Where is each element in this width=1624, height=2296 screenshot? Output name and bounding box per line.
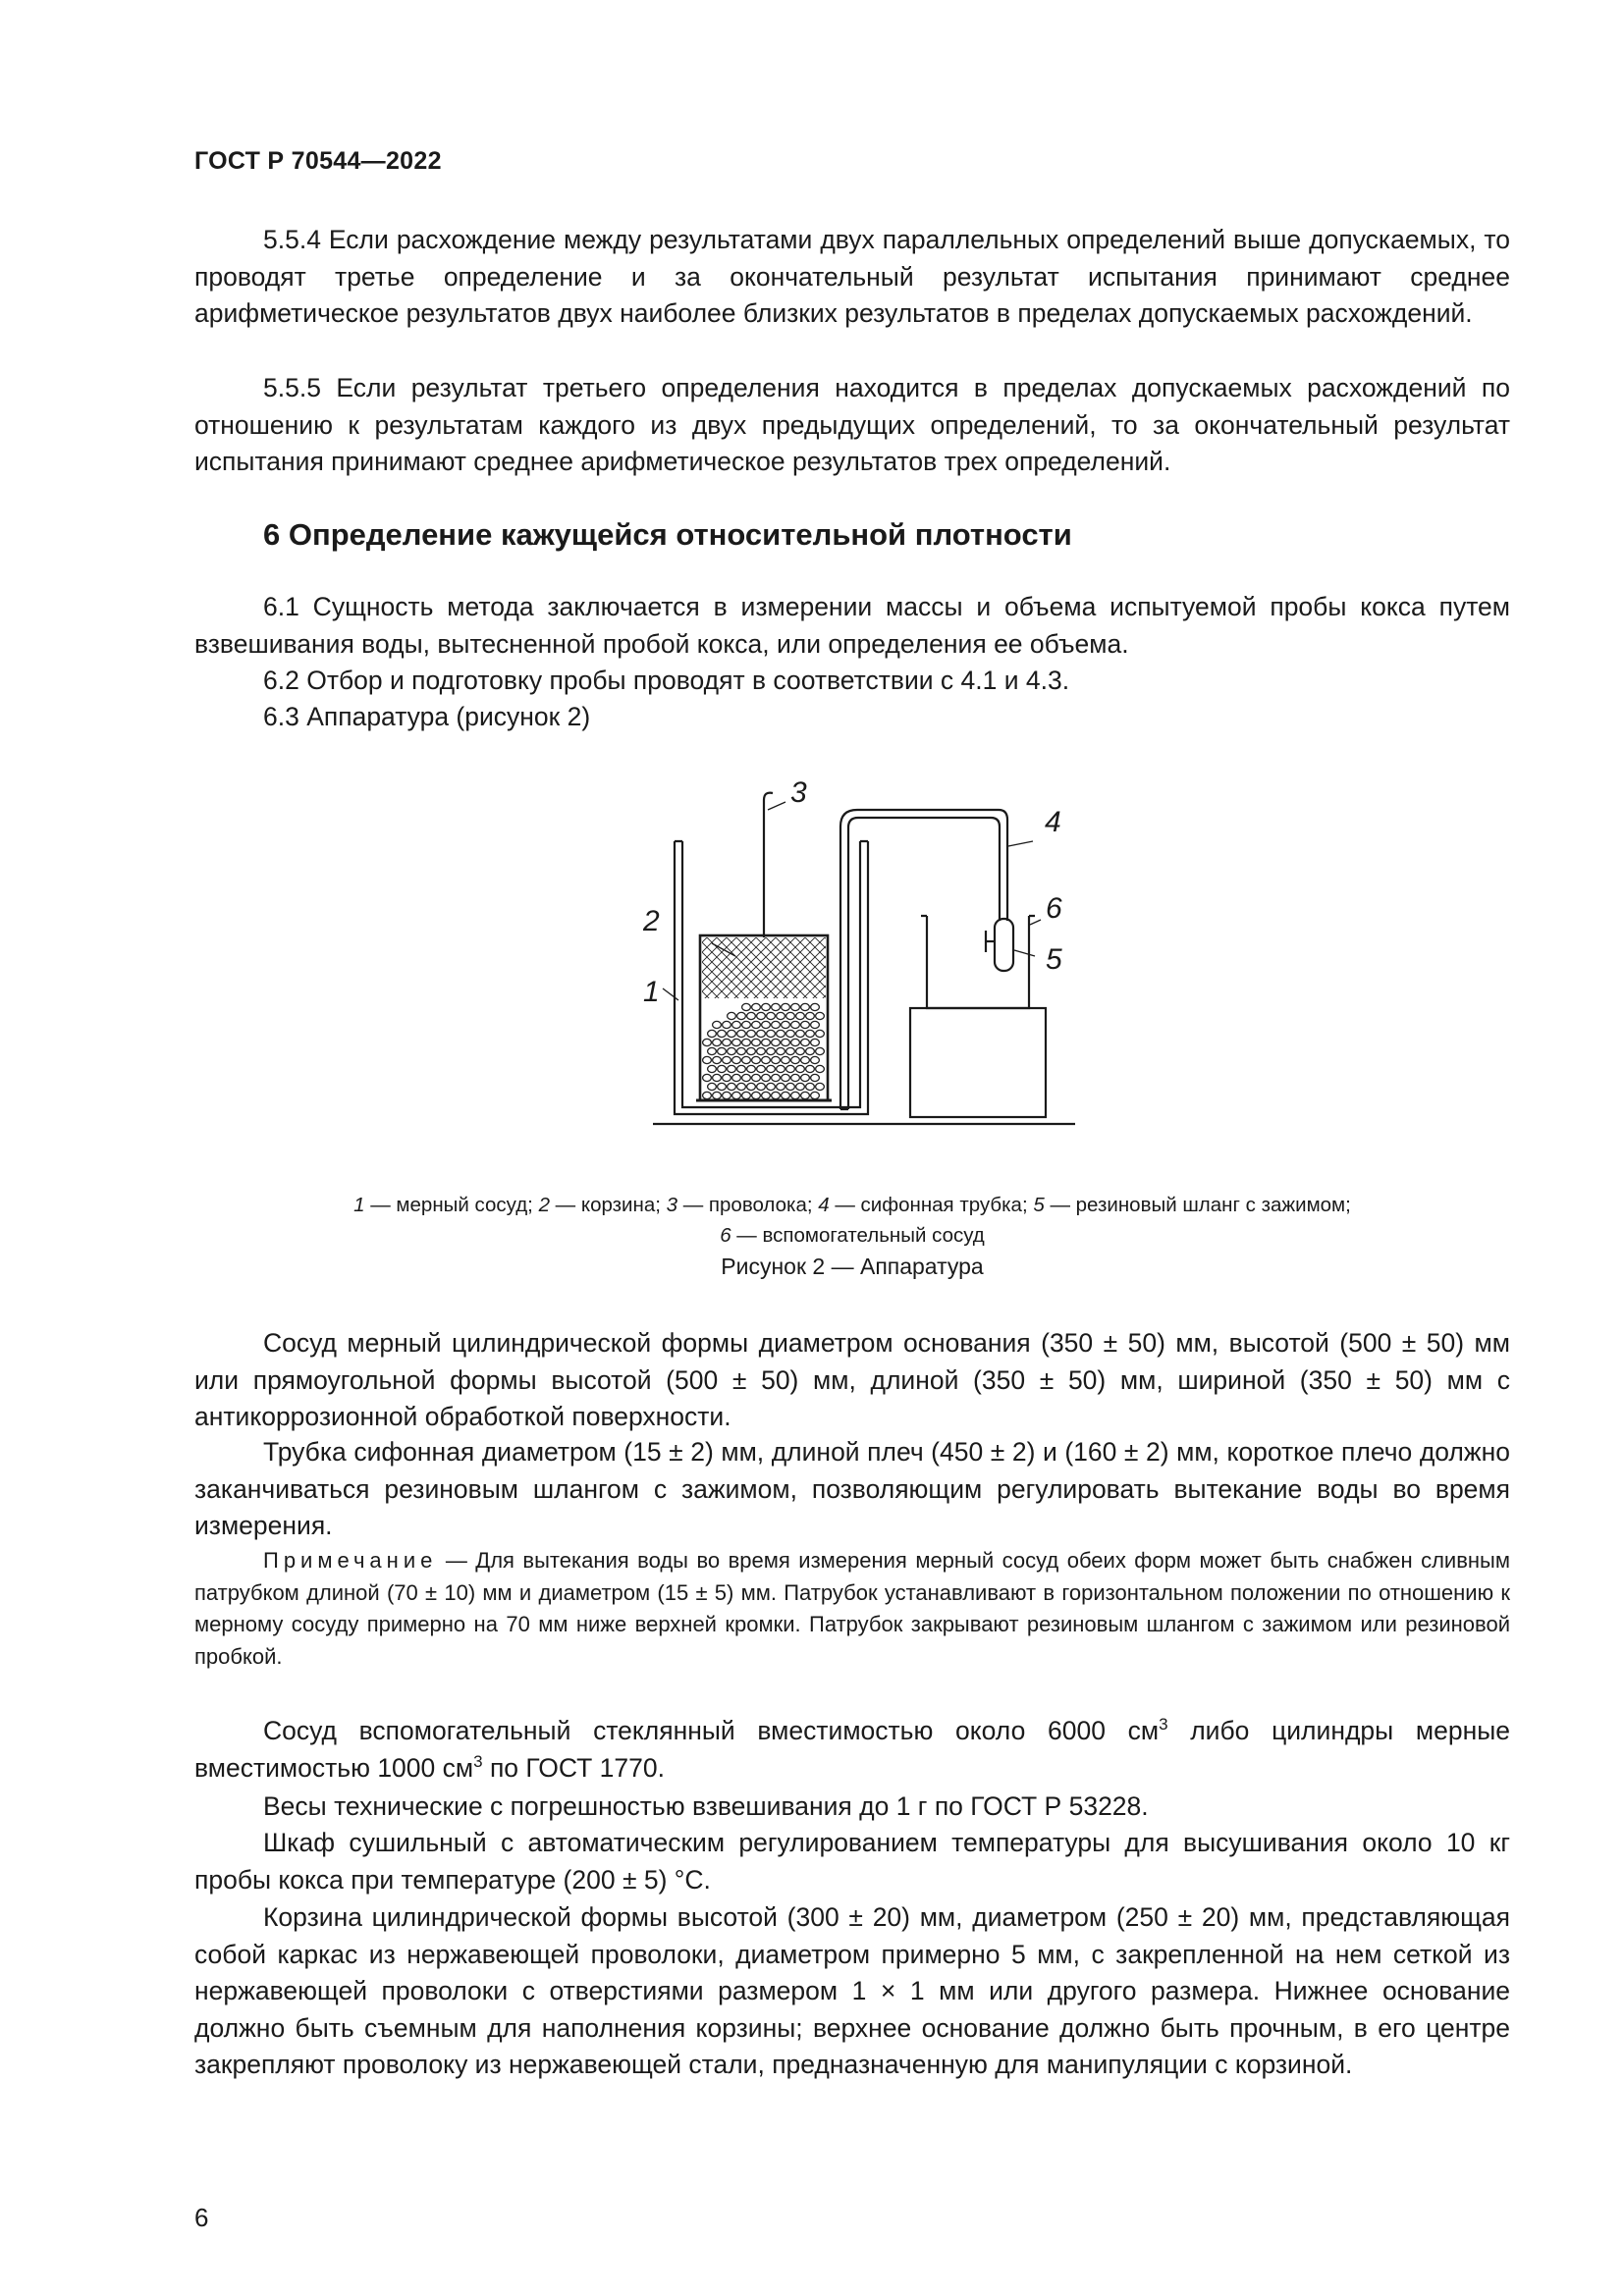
coke-pellet — [801, 1021, 810, 1028]
coke-pellet — [796, 1083, 805, 1090]
coke-pellet — [786, 1012, 795, 1019]
coke-pellet — [737, 1065, 746, 1072]
coke-pellet — [777, 1083, 785, 1090]
coke-pellet — [791, 1092, 800, 1098]
legend-num: 3 — [666, 1194, 678, 1216]
legend-num: 4 — [818, 1194, 830, 1216]
coke-pellet — [757, 1012, 766, 1019]
legend-num: 5 — [1033, 1194, 1045, 1216]
coke-pellet — [782, 1074, 790, 1081]
coke-pellet — [747, 1030, 756, 1037]
coke-pellet — [791, 1074, 800, 1081]
paragraph-5-5-4: 5.5.4 Если расхождение между результатами двух параллельных определений выше допускаемых, то проводят третье определение и за окончательный результат испытания принимают среднее арифметическое результатов двух наиболее близких результатов в пределах допускаемых расхождений. — [194, 225, 1510, 328]
coke-pellet — [772, 1003, 781, 1010]
callout-2: 2 — [643, 905, 660, 937]
coke-pellet — [718, 1030, 727, 1037]
coke-pellet — [772, 1092, 781, 1098]
coke-pellet — [728, 1083, 736, 1090]
coke-pellet — [767, 1030, 776, 1037]
coke-pellet — [796, 1030, 805, 1037]
coke-pellet — [742, 1039, 751, 1045]
callout-5: 5 — [1046, 943, 1062, 976]
callout-4: 4 — [1045, 806, 1061, 838]
coke-pellet — [708, 1065, 717, 1072]
callout-6: 6 — [1046, 892, 1062, 925]
coke-pellet — [703, 1092, 712, 1098]
page-number: 6 — [194, 2203, 209, 2232]
coke-pellet — [708, 1047, 717, 1054]
paragraph-5-5-5: 5.5.5 Если результат третьего определения находится в пределах допускаемых расхождений по отношению к результатам каждого из двух предыдущих определений, то за окончательный результат испытания принимают среднее арифметическое результатов трех определений. — [194, 373, 1510, 476]
siphon-tube — [840, 810, 1007, 1109]
coke-pellet — [791, 1056, 800, 1063]
coke-pellet — [747, 1012, 756, 1019]
figure-legend-line-1: 1 — мерный сосуд; 2 — корзина; 3 — проволока; 4 — сифонная трубка; 5 — резиновый шланг с зажимом; — [353, 1194, 1351, 1216]
coke-pellet — [723, 1074, 731, 1081]
coke-pellet — [732, 1039, 741, 1045]
coke-pellet — [752, 1056, 761, 1063]
coke-pellet — [737, 1047, 746, 1054]
coke-pellet — [703, 1074, 712, 1081]
coke-pellet — [752, 1074, 761, 1081]
coke-pellet — [796, 1012, 805, 1019]
coke-pellet — [796, 1065, 805, 1072]
coke-pellet — [732, 1092, 741, 1098]
coke-pellet — [732, 1021, 741, 1028]
coke-pellet — [782, 1039, 790, 1045]
coke-pellet — [777, 1047, 785, 1054]
coke-pellet — [816, 1012, 825, 1019]
coke-pellet — [782, 1021, 790, 1028]
paragraph-basket: Корзина цилиндрической формы высотой (300 ± 20) мм, диаметром (250 ± 20) мм, представляющая собой каркас из нержавеющей проволоки, диаметром примерно 5 мм, с закрепленной на нем сеткой из нержавеющей проволоки с отверстиями размером 1 × 1 мм или другого размера. Нижнее основание должно быть съемным для наполнения корзины; верхнее основание должно быть прочным, в его центре закрепляют проволоку из нержавеющей стали, предназначенную для манипуляции с корзиной. — [194, 1902, 1510, 2079]
rubber-hose — [995, 919, 1013, 971]
note-label: Примечание — [263, 1548, 438, 1573]
coke-pellet — [718, 1047, 727, 1054]
coke-pellet — [767, 1065, 776, 1072]
callout-1: 1 — [643, 976, 660, 1008]
paragraph-auxiliary-vessel: Сосуд вспомогательный стеклянный вместимостью около 6000 $см^3$ либо цилиндры мерные вместимостью 1000 $см^3$ по ГОСТ 1770. — [194, 1715, 1510, 1783]
coke-pellet — [713, 1056, 722, 1063]
coke-pellet — [772, 1074, 781, 1081]
coke-pellet — [747, 1083, 756, 1090]
coke-pellet — [801, 1003, 810, 1010]
section-title: 6 Определение кажущейся относительной плотности — [263, 517, 1072, 552]
coke-pellet — [767, 1047, 776, 1054]
coke-pellet — [732, 1056, 741, 1063]
paragraph-oven: Шкаф сушильный с автоматическим регулированием температуры для высушивания около 10 кг пробы кокса при температуре (200 ± 5) °С. — [194, 1828, 1510, 1895]
coke-pellet — [762, 1074, 771, 1081]
coke-pellet — [723, 1092, 731, 1098]
coke-pellet — [757, 1083, 766, 1090]
coke-pellet — [811, 1039, 820, 1045]
coke-pellet — [816, 1083, 825, 1090]
stand — [910, 1008, 1046, 1117]
coke-pellet — [786, 1065, 795, 1072]
coke-pellet — [737, 1030, 746, 1037]
coke-pellet — [757, 1030, 766, 1037]
coke-pellet — [801, 1074, 810, 1081]
note-text: — Для вытекания воды во время измерения мерный сосуд обеих форм может быть снабжен сливным патрубком длиной (70 ± 10) мм и диаметром (15 ± 5) мм. Патрубок устанавливают в горизонтальном положении по отношению к мерному сосуду примерно на 70 мм ниже верхней кромки. Патрубок закрывают резиновым шлангом с зажимом или резиновой пробкой. — [194, 1548, 1510, 1669]
coke-pellet — [782, 1056, 790, 1063]
coke-pellet — [703, 1039, 712, 1045]
coke-pellet — [732, 1074, 741, 1081]
coke-pellet — [728, 1030, 736, 1037]
coke-pellet — [786, 1047, 795, 1054]
coke-pellet — [708, 1030, 717, 1037]
coke-pellet — [718, 1083, 727, 1090]
apparatus-figure — [643, 766, 1085, 1129]
paragraph-vessel: Сосуд мерный цилиндрической формы диаметром основания (350 ± 50) мм, высотой (500 ± 50) мм или прямоугольной формы высотой (500 ± 50) мм, длиной (350 ± 50) мм, шириной (350 ± 50) мм с антикоррозионной обработкой поверхности. — [194, 1328, 1510, 1431]
coke-pellet — [713, 1092, 722, 1098]
figure-legend-line-2: 6 — вспомогательный сосуд — [720, 1224, 985, 1247]
coke-pellet — [752, 1039, 761, 1045]
coke-pellet — [762, 1003, 771, 1010]
coke-pellet — [791, 1039, 800, 1045]
coke-pellet — [708, 1083, 717, 1090]
coke-pellet — [811, 1074, 820, 1081]
coke-pellet — [742, 1003, 751, 1010]
coke-pellet — [791, 1021, 800, 1028]
coke-pellet — [782, 1092, 790, 1098]
coke-pellet — [772, 1039, 781, 1045]
coke-pellet — [816, 1047, 825, 1054]
coke-pellet — [782, 1003, 790, 1010]
coke-pellet — [791, 1003, 800, 1010]
coke-pellet — [728, 1012, 736, 1019]
paragraph-siphon-tube: Трубка сифонная диаметром (15 ± 2) мм, длиной плеч (450 ± 2) и (160 ± 2) мм, короткое плечо должно заканчиваться резиновым шлангом с зажимом, позволяющим регулировать вытекание воды во время измерения. — [194, 1437, 1510, 1540]
legend-num: 1 — [353, 1194, 365, 1216]
coke-pellet — [728, 1047, 736, 1054]
coke-pellet — [762, 1056, 771, 1063]
coke-pellet — [801, 1056, 810, 1063]
coke-pellet — [762, 1039, 771, 1045]
document-header: ГОСТ Р 70544—2022 — [194, 147, 442, 175]
coke-pellet — [742, 1021, 751, 1028]
coke-pellet — [737, 1083, 746, 1090]
coke-pellet — [801, 1039, 810, 1045]
coke-pellet — [806, 1065, 815, 1072]
paragraph-scales: Весы технические с погрешностью взвешивания до 1 г по ГОСТ Р 53228. — [263, 1791, 1149, 1821]
coke-pellet — [742, 1074, 751, 1081]
coke-pellet — [728, 1065, 736, 1072]
coke-pellet — [723, 1056, 731, 1063]
coke-pellet — [796, 1047, 805, 1054]
coke-pellet — [713, 1074, 722, 1081]
coke-pellet — [772, 1056, 781, 1063]
coke-pellet — [752, 1003, 761, 1010]
coke-pellet — [816, 1065, 825, 1072]
coke-pellet — [772, 1021, 781, 1028]
coke-pellet — [806, 1030, 815, 1037]
coke-pellet — [786, 1083, 795, 1090]
basket-mesh — [702, 937, 826, 998]
coke-pellet — [742, 1056, 751, 1063]
coke-pellet — [806, 1012, 815, 1019]
coke-pellet — [742, 1092, 751, 1098]
coke-pellet — [777, 1012, 785, 1019]
note — [194, 1545, 1510, 1673]
coke-pellet — [718, 1065, 727, 1072]
coke-pellet — [767, 1083, 776, 1090]
legend-num: 6 — [720, 1224, 731, 1247]
paragraph-6-3: 6.3 Аппаратура (рисунок 2) — [263, 702, 591, 731]
coke-pellet — [723, 1039, 731, 1045]
paragraph-6-1: 6.1 Сущность метода заключается в измерении массы и объема испытуемой пробы кокса путем взвешивания воды, вытесненной пробой кокса, или определения ее объема. — [194, 592, 1510, 659]
coke-pellet — [811, 1021, 820, 1028]
coke-pellet — [811, 1003, 820, 1010]
coke-pellet — [747, 1047, 756, 1054]
coke-pellet — [737, 1012, 746, 1019]
coke-pellet — [762, 1021, 771, 1028]
auxiliary-vessel — [921, 916, 1035, 1008]
coke-pellet — [811, 1092, 820, 1098]
coke-pellet — [806, 1047, 815, 1054]
coke-pellet — [806, 1083, 815, 1090]
coke-pellets — [703, 1003, 825, 1098]
wire — [764, 793, 773, 937]
coke-pellet — [777, 1065, 785, 1072]
coke-pellet — [757, 1065, 766, 1072]
coke-pellet — [786, 1030, 795, 1037]
coke-pellet — [767, 1012, 776, 1019]
coke-pellet — [762, 1092, 771, 1098]
coke-pellet — [752, 1092, 761, 1098]
figure-caption: Рисунок 2 — Аппаратура — [721, 1254, 984, 1279]
coke-pellet — [703, 1056, 712, 1063]
paragraph-6-2: 6.2 Отбор и подготовку пробы проводят в соответствии с 4.1 и 4.3. — [263, 666, 1070, 695]
coke-pellet — [747, 1065, 756, 1072]
coke-pellet — [757, 1047, 766, 1054]
coke-pellet — [713, 1021, 722, 1028]
coke-pellet — [801, 1092, 810, 1098]
callout-3: 3 — [790, 776, 807, 809]
coke-pellet — [816, 1030, 825, 1037]
coke-pellet — [811, 1056, 820, 1063]
coke-pellet — [713, 1039, 722, 1045]
coke-pellet — [723, 1021, 731, 1028]
coke-pellet — [752, 1021, 761, 1028]
legend-num: 2 — [538, 1194, 550, 1216]
coke-pellet — [777, 1030, 785, 1037]
